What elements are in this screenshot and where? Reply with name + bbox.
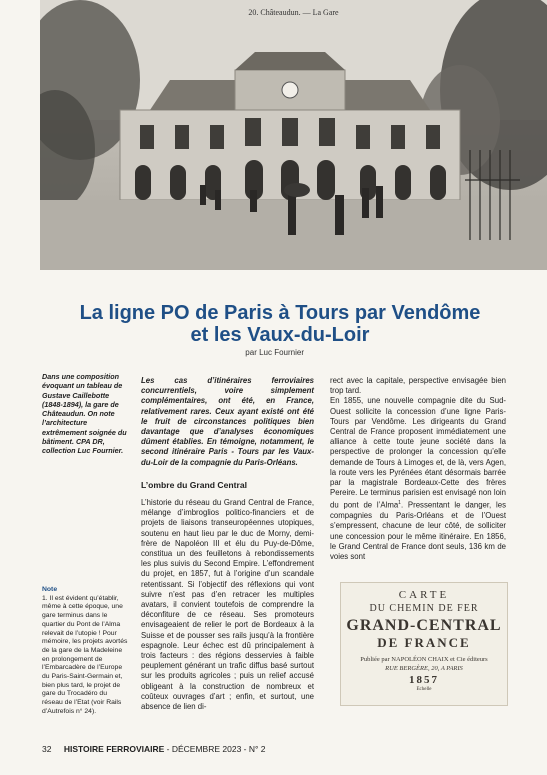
grand-central-map-cover	[340, 582, 508, 706]
card-line-8: Echelle	[416, 687, 432, 692]
page-footer	[42, 744, 265, 754]
card-line-4: DE FRANCE	[377, 635, 471, 650]
column-1-text: L’historie du réseau du Grand Central de France, mélange d’imbroglios politico-financiers et de projets de liaisons transeuropéennes utopiques, soutenu en haut lieu par le duc de Morny, demi-frère de Napoléon III et élu du Puy-de-Dôme, constitua un des feuilletons à rebondissements les plus suivis du Second Empire. L’effondrement du projet, en 1857, fut à l’origine d’un scandale retentissant. Si l’objectif des réflexions qui vont suivre n’est pas d’en retracer les multiples avatars, il convient toutefois de comprendre la déconfiture de ce réseau. Ses promoteurs envisageaient de relier le port de Bordeaux à la Suisse et de pousser ses rails jusqu’à la frontière espagnole. Leur échec est dû principalement à trois facteurs : des régions desservies à faible peuplement générant un trafic diffus basé surtout sur les produits agricoles ; puis un relief accusé obligeant à la construction de nombreux et coûteux ouvrages d’art ; enfin, et surtout, une absence de lien di-	[141, 498, 314, 712]
footnote	[42, 586, 128, 717]
lead-paragraph: Les cas d’itinéraires ferroviaires concurrentiels, voire simplement complémentaires, ont été, en France, relativement rares. Ceux ayant existé ont été le fruit de circonstances politiques bien davantage que d’analyses économiques dûment établies. En témoigne, notamment, le second itinéraire Paris - Tours par les Vaux-du-Loir de la compagnie du Paris-Orléans.	[141, 376, 314, 467]
photo-side-caption: Dans une composition évoquant un tableau de Gustave Caillebotte (1848-1894), la gare de Châteaudun. On note l’architecture extrêmement soignée du bâtiment. CPA DR, collection Luc Fournier.	[42, 372, 127, 456]
card-line-6: RUE BERGÈRE, 20, A PARIS	[385, 665, 463, 672]
publication-name: HISTOIRE FERROVIAIRE	[63, 744, 165, 754]
column-2-text-b: . Pressentant le danger, les compagnies du Paris-Orléans et de l’Ouest s’empressent, chacune de leur côté, de solliciter une concession pour le même itinéraire. En 1856, le Grand Central de France dont seuls, 136 km de voies sont	[330, 501, 506, 562]
card-line-7: 1857	[409, 674, 439, 686]
column-2	[330, 376, 506, 562]
note-label: Note	[42, 586, 58, 593]
page-number: 32	[42, 744, 52, 754]
card-line-5: Publiée par NAPOLÉON CHAIX et Cie éditeurs	[360, 656, 488, 663]
issue-info: - DÉCEMBRE 2023 - N° 2	[164, 744, 266, 754]
note-text: 1. Il est évident qu’établir, même à cette époque, une gare terminus dans le quartier du Pont de l’Alma relevait de l’utopie ! Pour mémoire, les projets avortés de la gare de la Madeleine en prolongement de l’Embarcadère de l’Europe du Paris-Saint-Germain et, bien plus tard, le projet de gare du Trocadéro du réseau de l’Etat (voir Rails d’Autrefois n° 24).	[42, 594, 128, 715]
column-2-paragraph-2	[330, 396, 506, 562]
section-heading: L’ombre du Grand Central	[141, 479, 248, 490]
title-line-2: et les Vaux-du-Loir	[190, 324, 370, 346]
article-title	[60, 302, 500, 346]
title-line-1: La ligne PO de Paris à Tours par Vendôme	[79, 302, 481, 324]
station-photo	[40, 0, 547, 270]
card-line-1: CARTE	[398, 589, 450, 601]
chateaudun-station-illustration	[40, 0, 547, 270]
photo-caption: 20. Châteaudun. — La Gare	[248, 8, 339, 17]
column-2-text-a: En 1855, une nouvelle compagnie dite du Sud-Ouest sollicite la concession d’une ligne Paris- Tours par Vendôme. Les dirigeants du Grand Central de France proposent immédiatement une alliance à cette toute jeune société dans la perspective de prolonger la concession qu’elle demande de Tours à Limoges et, de là, vers Agen, la route vers les Pyrénées étant désormais barrée par la magistrale Bordeaux-Cette des frères Pereire. Le terminus parisien est envisagé non loin du pont de l’Alma	[330, 396, 506, 511]
column-2-paragraph-1: rect avec la capitale, perspective envisagée bien trop tard.	[330, 376, 506, 396]
footnote-ref: 1	[398, 500, 401, 507]
card-line-2: DU CHEMIN DE FER	[369, 603, 479, 614]
card-line-3: GRAND-CENTRAL	[346, 617, 502, 634]
column-1	[141, 376, 314, 712]
byline: par Luc Fournier	[245, 348, 304, 357]
